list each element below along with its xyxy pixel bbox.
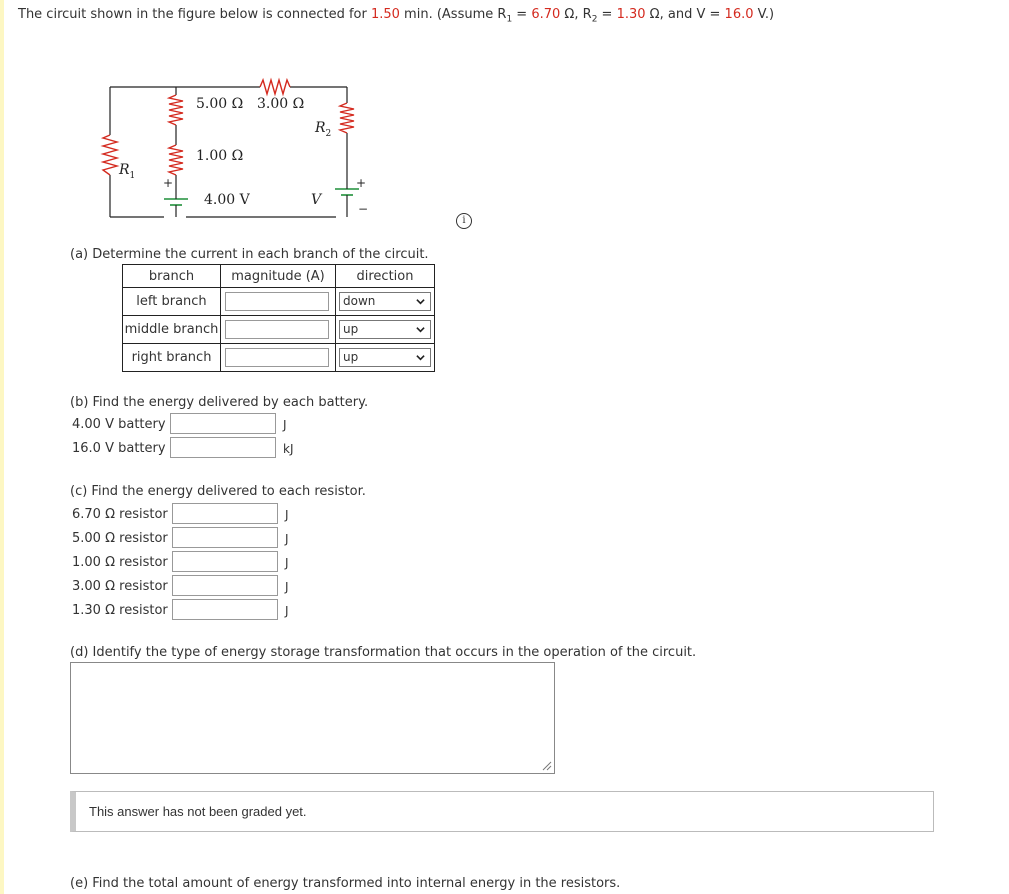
header-direction: direction — [336, 265, 435, 288]
problem-text: min. (Assume — [399, 7, 498, 22]
left-edge-bar — [0, 0, 4, 894]
energy-transformation-textarea[interactable] — [70, 662, 555, 774]
header-branch: branch — [123, 265, 221, 288]
left-branch-magnitude-input[interactable] — [225, 292, 329, 311]
resistor-1-00-row-label: 1.00 Ω resistor — [72, 555, 168, 570]
battery-4v-label: 4.00 V — [204, 192, 250, 208]
r2-value: 1.30 — [616, 7, 646, 22]
resistor-3-00-energy-input[interactable] — [172, 575, 278, 596]
part-e-question: (e) Find the total amount of energy transformed into internal energy in the resistors. — [70, 876, 621, 891]
r1-symbol: R — [497, 7, 507, 22]
part-d-question: (d) Identify the type of energy storage transformation that occurs in the operation of the circuit. — [70, 645, 697, 660]
unit-label: J — [283, 418, 287, 432]
v-label — [311, 192, 321, 208]
current-table — [122, 264, 435, 372]
resistor-1-00-energy-input[interactable] — [172, 551, 278, 572]
battery-plus-sign: + — [356, 176, 367, 190]
selected-value: down — [343, 294, 376, 308]
resistor-5-label: 5.00 Ω — [196, 96, 244, 112]
info-icon[interactable]: i — [456, 213, 472, 229]
problem-text: Ω, and — [645, 7, 697, 22]
unit-label: J — [285, 604, 289, 618]
unit-label: kJ — [283, 442, 294, 456]
equals: = — [597, 7, 617, 22]
resistor-1-label: 1.00 Ω — [196, 148, 244, 164]
resistor-3-label: 3.00 Ω — [257, 96, 305, 112]
r2-symbol: R — [315, 120, 326, 136]
middle-branch-direction-select[interactable] — [339, 320, 431, 339]
branch-label: middle branch — [123, 316, 221, 344]
v-symbol: V — [696, 7, 706, 22]
equals: = — [705, 7, 725, 22]
resistor-6-70-row-label: 6.70 Ω resistor — [72, 507, 168, 522]
r1-label — [119, 162, 135, 181]
r1-subscript: 1 — [506, 14, 513, 25]
battery-4v-row-label: 4.00 V battery — [72, 417, 166, 432]
r2-label — [315, 120, 331, 139]
problem-statement — [18, 7, 774, 25]
r1-value: 6.70 — [531, 7, 561, 22]
unit-label: J — [285, 556, 289, 570]
resistor-5-00-row-label: 5.00 Ω resistor — [72, 531, 168, 546]
chevron-down-icon — [416, 325, 425, 334]
problem-text: V.) — [753, 7, 775, 22]
battery-16v-row-label: 16.0 V battery — [72, 441, 166, 456]
equals: = — [512, 7, 532, 22]
selected-value: up — [343, 322, 359, 336]
table-row — [123, 344, 435, 372]
part-c-question: (c) Find the energy delivered to each resistor. — [70, 484, 366, 499]
chevron-down-icon — [416, 297, 425, 306]
unit-label: J — [285, 508, 289, 522]
grading-status-box — [70, 791, 934, 832]
r1-symbol: R — [119, 162, 130, 178]
selected-value: up — [343, 350, 359, 364]
branch-label: right branch — [123, 344, 221, 372]
resize-handle-icon[interactable] — [542, 761, 552, 771]
right-branch-direction-select[interactable] — [339, 348, 431, 367]
resistor-3-00-row-label: 3.00 Ω resistor — [72, 579, 168, 594]
r2-subscript: 2 — [325, 128, 332, 139]
chevron-down-icon — [416, 353, 425, 362]
battery-4v-energy-input[interactable] — [170, 413, 276, 434]
r1-subscript: 1 — [129, 170, 136, 181]
right-branch-magnitude-input[interactable] — [225, 348, 329, 367]
v-value: 16.0 — [724, 7, 754, 22]
time-value: 1.50 — [370, 7, 400, 22]
header-magnitude: magnitude (A) — [221, 265, 336, 288]
circuit-figure — [100, 72, 370, 232]
problem-text: Ω, — [560, 7, 583, 22]
v-symbol: V — [311, 192, 322, 208]
part-b-question: (b) Find the energy delivered by each battery. — [70, 395, 369, 410]
r2-symbol: R — [582, 7, 592, 22]
part-a-question: (a) Determine the current in each branch of the circuit. — [70, 247, 429, 262]
resistor-1-30-row-label: 1.30 Ω resistor — [72, 603, 168, 618]
unit-label: J — [285, 532, 289, 546]
resistor-5-00-energy-input[interactable] — [172, 527, 278, 548]
resistor-6-70-energy-input[interactable] — [172, 503, 278, 524]
battery-plus-sign: + — [163, 176, 174, 190]
problem-text: The circuit shown in the figure below is connected for — [18, 7, 371, 22]
battery-minus-sign: − — [358, 202, 369, 216]
table-row — [123, 288, 435, 316]
battery-16v-energy-input[interactable] — [170, 437, 276, 458]
r2-subscript: 2 — [591, 14, 598, 25]
resistor-1-30-energy-input[interactable] — [172, 599, 278, 620]
unit-label: J — [285, 580, 289, 594]
branch-label: left branch — [123, 288, 221, 316]
table-row — [123, 316, 435, 344]
left-branch-direction-select[interactable] — [339, 292, 431, 311]
middle-branch-magnitude-input[interactable] — [225, 320, 329, 339]
grading-status-text: This answer has not been graded yet. — [89, 804, 307, 819]
